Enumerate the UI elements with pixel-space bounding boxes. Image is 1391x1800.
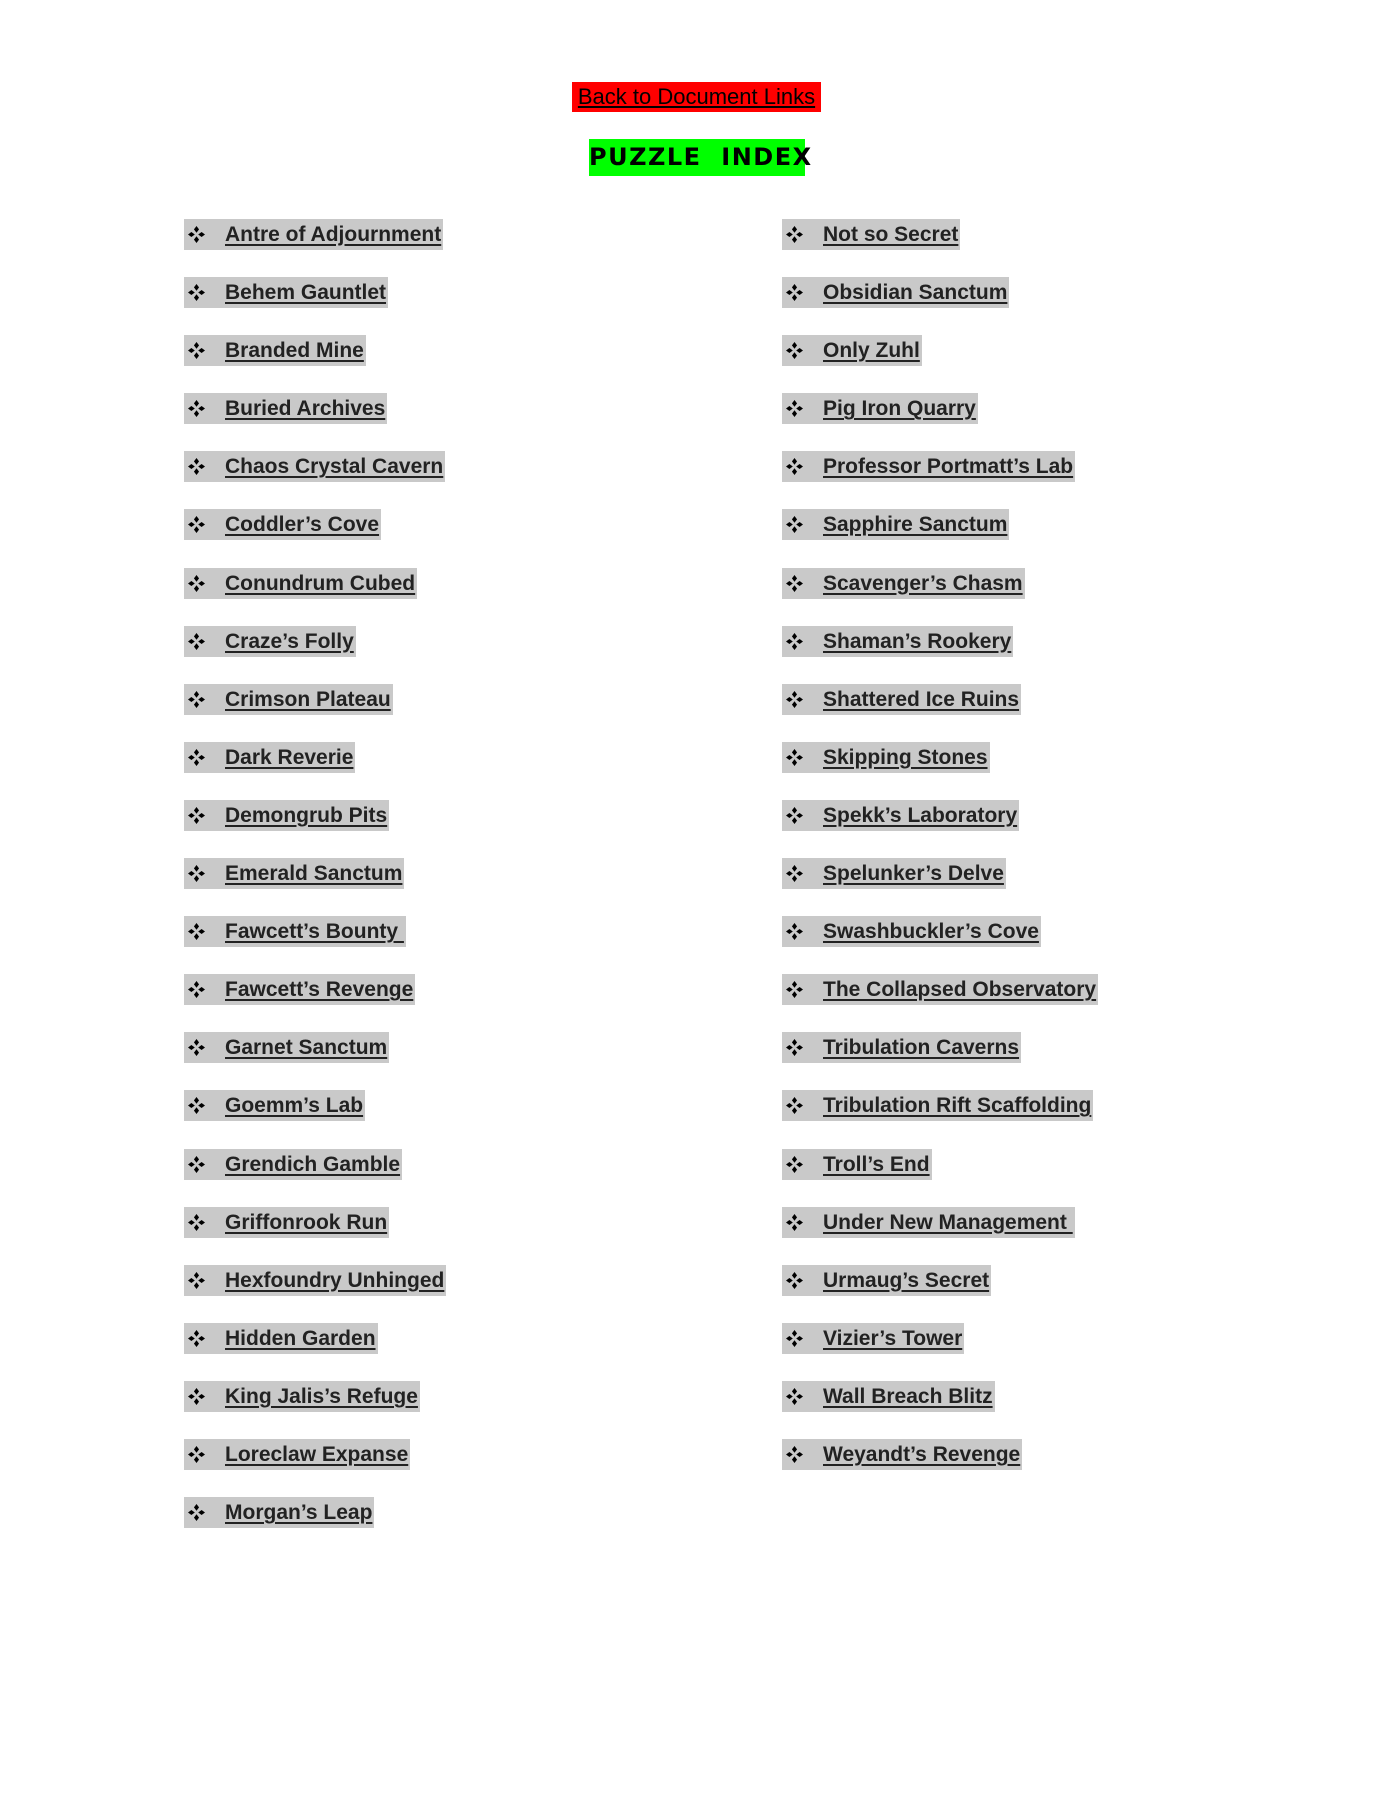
list-item [184,916,446,947]
four-diamond-bullet-icon [184,1497,225,1528]
puzzle-link[interactable] [184,858,404,889]
puzzle-link-label: Troll’s End [823,1152,930,1176]
back-to-document-links-link[interactable]: Back to Document Links [572,82,821,112]
list-item [184,335,446,366]
puzzle-link-label: Goemm’s Lab [225,1094,364,1118]
four-diamond-bullet-icon [782,451,823,482]
puzzle-link-label: Sapphire Sanctum [823,513,1008,537]
four-diamond-bullet-icon [184,1381,225,1412]
puzzle-link[interactable] [782,1381,995,1412]
four-diamond-bullet-icon [782,393,823,424]
puzzle-link-label: Pig Iron Quarry [823,397,976,421]
puzzle-link[interactable] [782,451,1075,482]
four-diamond-bullet-icon [782,1207,823,1238]
four-diamond-bullet-icon [184,1439,225,1470]
list-item [184,509,446,540]
puzzle-link[interactable] [184,626,356,657]
puzzle-link[interactable] [184,509,381,540]
puzzle-link[interactable] [184,1265,446,1296]
list-item [782,219,1098,250]
puzzle-link[interactable] [184,1207,389,1238]
puzzle-link-label: Morgan’s Leap [225,1501,373,1525]
puzzle-link[interactable] [782,1265,991,1296]
puzzle-link-label: Hexfoundry Unhinged [225,1268,445,1292]
four-diamond-bullet-icon [184,1265,225,1296]
puzzle-link[interactable] [184,1149,402,1180]
list-item [184,219,446,250]
four-diamond-bullet-icon [782,626,823,657]
four-diamond-bullet-icon [782,219,823,250]
page-title: PUZZLE INDEX [589,139,805,176]
list-item [782,277,1098,308]
four-diamond-bullet-icon [782,509,823,540]
list-item [184,277,446,308]
puzzle-link-label: Buried Archives [225,397,386,421]
four-diamond-bullet-icon [782,1323,823,1354]
puzzle-link[interactable] [782,393,978,424]
four-diamond-bullet-icon [184,1323,225,1354]
four-diamond-bullet-icon [782,335,823,366]
puzzle-link[interactable] [782,626,1013,657]
puzzle-link[interactable] [184,916,406,947]
list-item [184,1439,446,1470]
puzzle-link-label: Under New Management [823,1210,1073,1234]
list-item [184,1149,446,1180]
four-diamond-bullet-icon [782,1090,823,1121]
puzzle-link[interactable] [782,568,1025,599]
puzzle-link[interactable] [184,568,417,599]
puzzle-link-label: Vizier’s Tower [823,1326,963,1350]
list-item [184,1090,446,1121]
four-diamond-bullet-icon [184,742,225,773]
puzzle-link[interactable] [782,800,1019,831]
puzzle-link[interactable] [782,509,1009,540]
list-item [782,974,1098,1005]
list-item [184,1265,446,1296]
four-diamond-bullet-icon [184,1149,225,1180]
four-diamond-bullet-icon [782,916,823,947]
list-item [184,1032,446,1063]
puzzle-link-label: Griffonrook Run [225,1210,388,1234]
puzzle-link[interactable] [184,1032,389,1063]
puzzle-link-label: King Jalis’s Refuge [225,1384,418,1408]
puzzle-link[interactable] [782,277,1009,308]
puzzle-link-label: Swashbuckler’s Cove [823,920,1039,944]
puzzle-link[interactable] [184,742,355,773]
puzzle-link[interactable] [184,335,366,366]
four-diamond-bullet-icon [782,1381,823,1412]
four-diamond-bullet-icon [184,684,225,715]
four-diamond-bullet-icon [184,219,225,250]
puzzle-link[interactable] [184,277,388,308]
puzzle-link[interactable] [184,1439,410,1470]
puzzle-link[interactable] [184,393,387,424]
four-diamond-bullet-icon [782,1439,823,1470]
four-diamond-bullet-icon [782,974,823,1005]
four-diamond-bullet-icon [184,1207,225,1238]
puzzle-link[interactable] [782,684,1021,715]
puzzle-link-label: Antre of Adjournment [225,223,442,246]
puzzle-link[interactable] [782,1439,1022,1470]
list-item [782,1032,1098,1063]
list-item [184,974,446,1005]
puzzle-link-label: Fawcett’s Revenge [225,978,414,1002]
list-item [184,1323,446,1354]
puzzle-link[interactable] [184,684,393,715]
four-diamond-bullet-icon [782,742,823,773]
list-item [184,1381,446,1412]
puzzle-link-label: Shaman’s Rookery [823,629,1012,653]
puzzle-link[interactable] [782,335,922,366]
four-diamond-bullet-icon [184,393,225,424]
puzzle-link-label: Professor Portmatt’s Lab [823,455,1074,479]
puzzle-link-label: Emerald Sanctum [225,862,403,886]
list-item [184,800,446,831]
puzzle-link[interactable] [184,800,389,831]
puzzle-list-right [782,219,1098,1497]
four-diamond-bullet-icon [184,335,225,366]
puzzle-link-label: Dark Reverie [225,745,354,769]
puzzle-link-label: Urmaug’s Secret [823,1268,990,1292]
puzzle-link-label: Conundrum Cubed [225,571,416,595]
four-diamond-bullet-icon [782,800,823,831]
puzzle-link-label: Shattered Ice Ruins [823,687,1020,711]
four-diamond-bullet-icon [184,509,225,540]
list-item [782,568,1098,599]
four-diamond-bullet-icon [782,858,823,889]
list-item [184,684,446,715]
list-item [184,626,446,657]
list-item [782,1381,1098,1412]
list-item [184,1497,446,1528]
puzzle-link[interactable] [184,1323,378,1354]
list-item [782,800,1098,831]
puzzle-link[interactable] [184,451,445,482]
puzzle-link-label: Skipping Stones [823,745,988,769]
puzzle-link-label: Obsidian Sanctum [823,281,1008,305]
list-item [782,626,1098,657]
puzzle-link-label: The Collapsed Observatory [823,978,1097,1002]
list-item [782,1207,1098,1238]
list-item [184,568,446,599]
four-diamond-bullet-icon [782,1265,823,1296]
four-diamond-bullet-icon [782,277,823,308]
puzzle-link-label: Garnet Sanctum [225,1036,388,1060]
puzzle-link[interactable] [782,742,990,773]
list-item [184,742,446,773]
list-item [782,1149,1098,1180]
puzzle-link[interactable] [184,1090,365,1121]
puzzle-link-label: Branded Mine [225,339,364,363]
puzzle-link-label: Loreclaw Expanse [225,1442,409,1466]
list-item [782,916,1098,947]
puzzle-link-label: Only Zuhl [823,339,920,363]
puzzle-link-label: Crimson Plateau [225,687,391,711]
list-item [184,393,446,424]
puzzle-link-label: Spelunker’s Delve [823,862,1004,886]
list-item [184,1207,446,1238]
puzzle-link-label: Scavenger’s Chasm [823,571,1023,595]
puzzle-link[interactable] [184,1497,374,1528]
four-diamond-bullet-icon [184,568,225,599]
puzzle-link-label: Tribulation Rift Scaffolding [823,1094,1092,1118]
puzzle-link-label: Grendich Gamble [225,1152,401,1176]
list-item [782,858,1098,889]
puzzle-link[interactable] [782,858,1006,889]
four-diamond-bullet-icon [184,626,225,657]
puzzle-link[interactable] [184,974,415,1005]
four-diamond-bullet-icon [184,277,225,308]
puzzle-link[interactable] [782,1090,1093,1121]
puzzle-link-label: Craze’s Folly [225,629,354,653]
puzzle-link[interactable] [782,1149,932,1180]
list-item [782,1439,1098,1470]
list-item [782,742,1098,773]
list-item [782,1265,1098,1296]
puzzle-link[interactable] [782,1032,1021,1063]
four-diamond-bullet-icon [184,916,225,947]
puzzle-link-label: Demongrub Pits [225,803,388,827]
four-diamond-bullet-icon [184,974,225,1005]
puzzle-link[interactable] [782,219,960,250]
puzzle-link[interactable] [184,219,443,250]
puzzle-link[interactable] [782,1207,1075,1238]
puzzle-link-label: Weyandt’s Revenge [823,1442,1021,1466]
four-diamond-bullet-icon [782,568,823,599]
four-diamond-bullet-icon [782,684,823,715]
puzzle-link-label: Tribulation Caverns [823,1036,1020,1060]
four-diamond-bullet-icon [782,1032,823,1063]
four-diamond-bullet-icon [782,1149,823,1180]
list-item [782,451,1098,482]
list-item [782,1090,1098,1121]
four-diamond-bullet-icon [184,1090,225,1121]
puzzle-list-left [184,219,446,1555]
list-item [782,335,1098,366]
puzzle-link-label: Chaos Crystal Cavern [225,455,444,479]
list-item [782,1323,1098,1354]
list-item [782,393,1098,424]
list-item [184,858,446,889]
puzzle-link-label: Behem Gauntlet [225,281,387,305]
four-diamond-bullet-icon [184,1032,225,1063]
puzzle-link-label: Not so Secret [823,223,959,246]
four-diamond-bullet-icon [184,451,225,482]
puzzle-link[interactable] [782,1323,964,1354]
puzzle-link-label: Coddler’s Cove [225,513,380,537]
puzzle-link[interactable] [782,974,1098,1005]
puzzle-link[interactable] [782,916,1041,947]
puzzle-link[interactable] [184,1381,420,1412]
list-item [184,451,446,482]
puzzle-link-label: Spekk’s Laboratory [823,803,1018,827]
puzzle-link-label: Wall Breach Blitz [823,1384,993,1408]
list-item [782,509,1098,540]
puzzle-link-label: Fawcett’s Bounty [225,920,404,944]
list-item [782,684,1098,715]
puzzle-link-label: Hidden Garden [225,1326,376,1350]
four-diamond-bullet-icon [184,858,225,889]
four-diamond-bullet-icon [184,800,225,831]
